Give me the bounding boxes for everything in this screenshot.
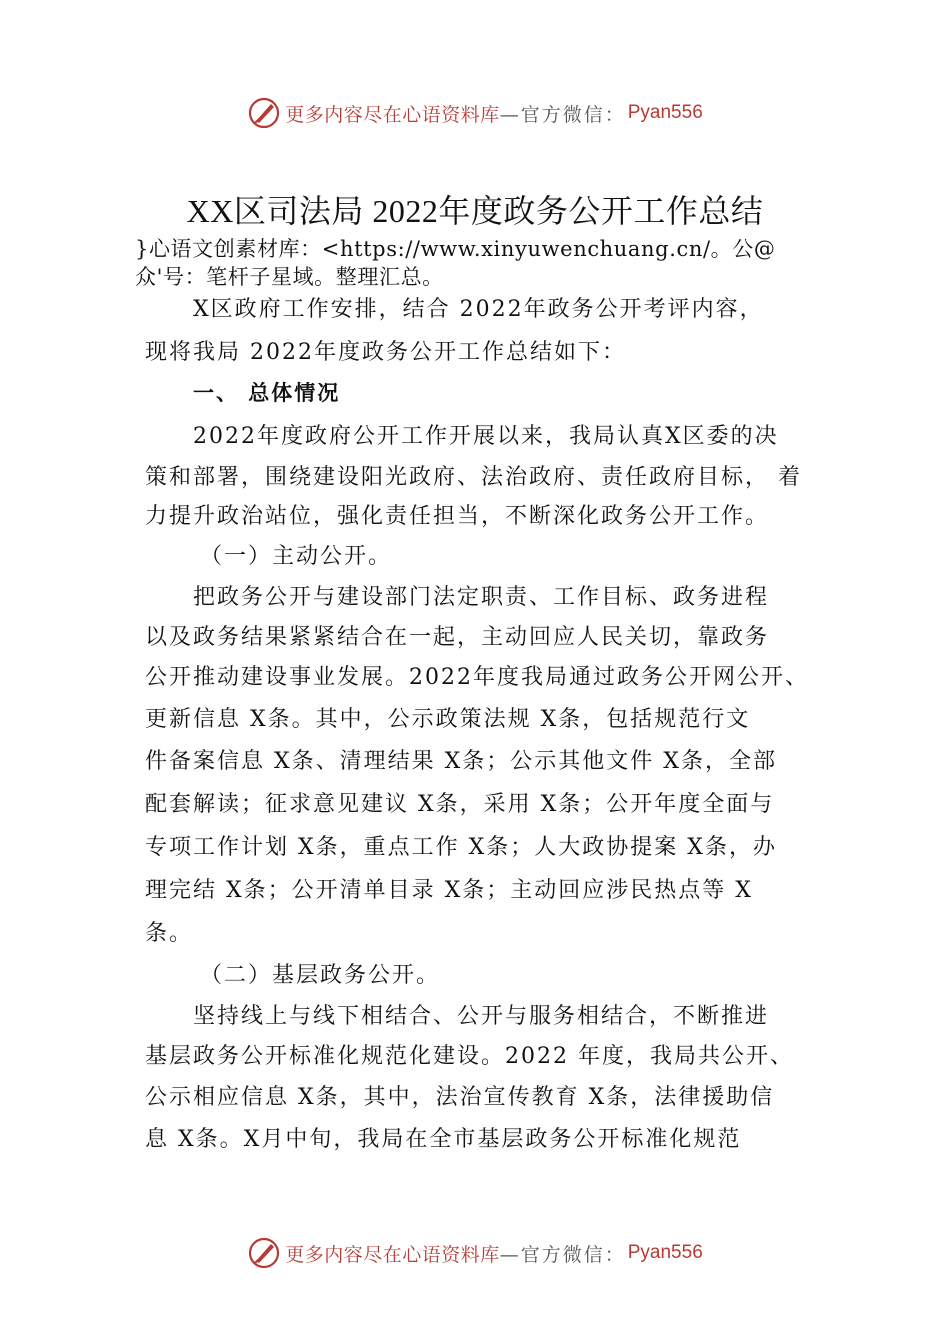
body-line: 力提升政治站位，强化责任担当，不断深化政务公开工作。 — [145, 504, 770, 529]
body-line: 把政务公开与建设部门法定职责、工作目标、政务进程 — [193, 585, 770, 610]
body-line: 基层政务公开标准化规范化建设。2022 年度，我局共公开、 — [145, 1044, 794, 1069]
watermark-wechat-id: Pyan556 — [627, 102, 703, 123]
watermark-header — [0, 93, 950, 133]
section-heading: 一、 总体情况 — [193, 381, 341, 405]
body-line: 坚持线上与线下相结合、公开与服务相结合，不断推进 — [193, 1004, 770, 1029]
body-line: 以及政务结果紧紧结合在一起，主动回应人民关切，靠政务 — [145, 625, 770, 650]
quill-pen-circle-icon — [247, 96, 281, 130]
watermark-separator: —官方微信： — [499, 1243, 626, 1266]
document-title: XX区司法局 2022年度政务公开工作总结 — [186, 193, 764, 229]
body-line: 专项工作计划 X条，重点工作 X条；人大政协提案 X条，办 — [145, 835, 777, 860]
body-line: 公开推动建设事业发展。2022年度我局通过政务公开网公开、 — [145, 665, 809, 690]
body-line: X区政府工作安排，结合 2022年政务公开考评内容， — [193, 297, 764, 322]
body-line: 现将我局 2022年度政务公开工作总结如下： — [145, 340, 626, 365]
source-line: 众'号：笔杆子星域。整理汇总。 — [135, 265, 444, 289]
source-line: }心语文创素材库：<https://www.xinyuwenchuang.cn/。公@ — [135, 237, 776, 261]
body-line: 公示相应信息 X条，其中，法治宣传教育 X条，法律援助信 — [145, 1085, 775, 1110]
body-line: 2022年度政府公开工作开展以来，我局认真X区委的决 — [193, 424, 779, 449]
body-line: 配套解读；征求意见建议 X条，采用 X条；公开年度全面与 — [145, 792, 775, 817]
body-line: 条。 — [145, 921, 194, 946]
watermark-footer — [0, 1233, 950, 1273]
body-line: 策和部署，围绕建设阳光政府、法治政府、责任政府目标， 着 — [145, 465, 802, 490]
body-line: 更新信息 X条。其中，公示政策法规 X条，包括规范行文 — [145, 707, 751, 732]
watermark-brand: 更多内容尽在心语资料库 — [285, 1243, 500, 1266]
body-line: 件备案信息 X条、清理结果 X条；公示其他文件 X条，全部 — [145, 749, 777, 774]
subsection-heading: （一）主动公开。 — [200, 544, 393, 569]
subsection-heading: （二）基层政务公开。 — [200, 963, 441, 988]
watermark-wechat-id: Pyan556 — [627, 1242, 703, 1263]
watermark-brand: 更多内容尽在心语资料库 — [285, 103, 500, 126]
watermark-separator: —官方微信： — [499, 103, 626, 126]
body-line: 息 X条。X月中旬，我局在全市基层政务公开标准化规范 — [145, 1127, 742, 1152]
body-line: 理完结 X条；公开清单目录 X条；主动回应涉民热点等 X — [145, 878, 753, 903]
quill-pen-circle-icon — [247, 1236, 281, 1270]
